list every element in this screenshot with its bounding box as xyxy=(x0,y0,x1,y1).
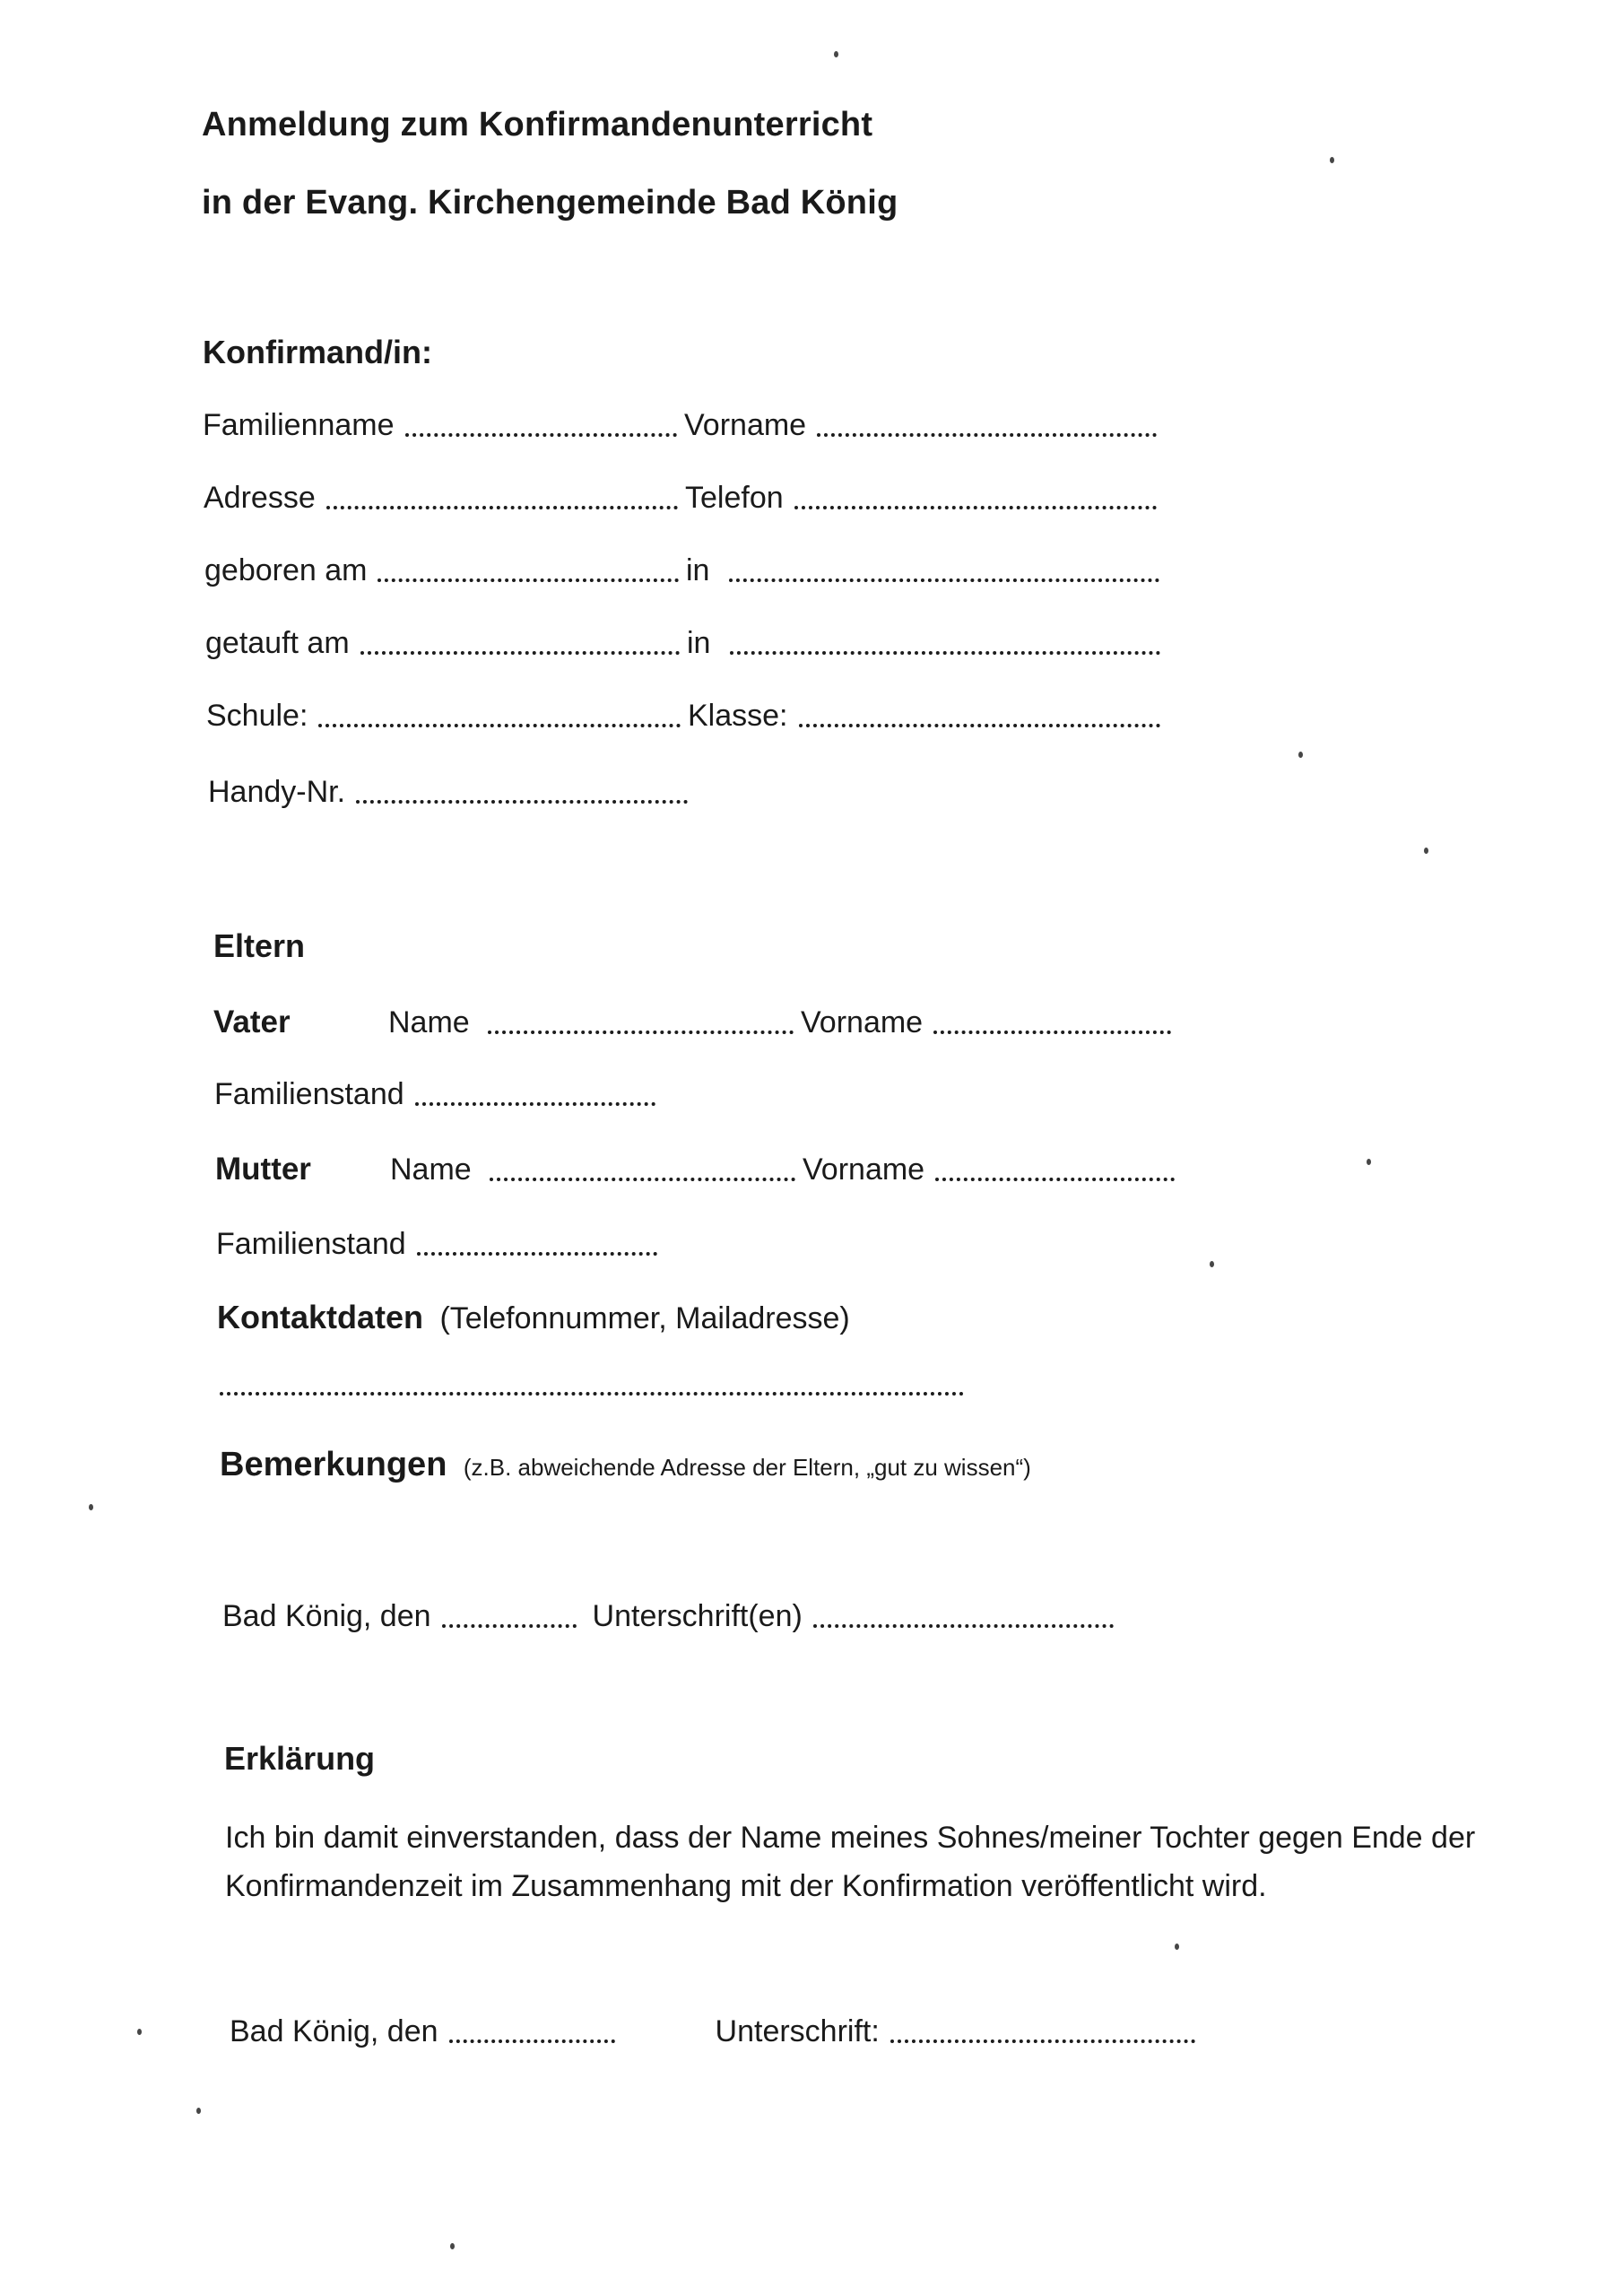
kontaktdaten-note: (Telefonnummer, Mailadresse) xyxy=(439,1301,850,1335)
mutter-label: Mutter xyxy=(215,1152,311,1187)
getauft-in-label: in xyxy=(687,626,711,660)
vater-name-fill-line xyxy=(488,1031,794,1034)
sig2-date-fill-line xyxy=(449,2039,615,2043)
section-heading-kontaktdaten xyxy=(217,1299,850,1336)
row-geboren xyxy=(204,553,1159,588)
row-schule-klasse xyxy=(206,699,1160,734)
section-heading-eltern: Eltern xyxy=(213,927,306,964)
bemerkungen-label: Bemerkungen xyxy=(220,1446,447,1483)
row-mutter xyxy=(215,1152,1175,1187)
mutter-name-fill-line xyxy=(490,1178,795,1181)
vater-vorname-label: Vorname xyxy=(801,1005,924,1040)
adresse-label: Adresse xyxy=(204,481,316,515)
klasse-fill-line xyxy=(799,724,1161,727)
row-adresse-telefon xyxy=(204,481,1157,516)
vater-name-label: Name xyxy=(388,1005,470,1040)
section-heading-erklaerung: Erklärung xyxy=(224,1740,376,1777)
sig1-date-fill-line xyxy=(442,1624,577,1628)
erklaerung-text-line2: Konfirmandenzeit im Zusammenhang mit der Konfirmation veröffentlicht wird. xyxy=(225,1869,1267,1903)
vater-label: Vater xyxy=(213,1004,291,1039)
form-title-line2: in der Evang. Kirchengemeinde Bad König xyxy=(202,184,898,222)
bemerkungen-note: (z.B. abweichende Adresse der Eltern, „gut zu wissen“) xyxy=(463,1454,1031,1481)
row-signature-1 xyxy=(222,1599,1114,1634)
adresse-fill-line xyxy=(326,506,678,509)
getauft-am-fill-line xyxy=(360,651,680,655)
scan-speck xyxy=(1424,848,1428,854)
familienstand-vater-label: Familienstand xyxy=(214,1077,404,1111)
getauft-am-label: getauft am xyxy=(205,626,350,660)
telefon-fill-line xyxy=(794,506,1157,509)
sig2-unterschrift-label: Unterschrift: xyxy=(715,2014,880,2048)
vorname-fill-line xyxy=(817,433,1157,437)
familienname-label: Familienname xyxy=(203,408,395,442)
row-familienstand-mutter xyxy=(216,1227,657,1262)
mutter-name-label: Name xyxy=(390,1152,472,1187)
scan-speck xyxy=(834,51,838,57)
scan-speck xyxy=(1367,1159,1371,1165)
geboren-am-label: geboren am xyxy=(204,553,368,587)
mutter-vorname-label: Vorname xyxy=(803,1152,925,1187)
klasse-label: Klasse: xyxy=(688,699,788,733)
section-heading-bemerkungen xyxy=(220,1446,1031,1484)
getauft-in-fill-line xyxy=(730,651,1160,655)
mutter-vorname-fill-line xyxy=(935,1178,1175,1181)
row-familienstand-vater xyxy=(214,1077,655,1112)
telefon-label: Telefon xyxy=(685,481,784,515)
scan-speck xyxy=(89,1504,93,1510)
scan-speck xyxy=(196,2108,201,2114)
scan-speck xyxy=(1298,752,1303,758)
section-heading-konfirmand: Konfirmand/in: xyxy=(203,334,432,370)
sig1-place-label: Bad König, den xyxy=(222,1599,431,1633)
scan-speck xyxy=(1175,1944,1179,1950)
familienstand-mutter-fill-line xyxy=(417,1252,657,1256)
kontaktdaten-label: Kontaktdaten xyxy=(217,1299,424,1335)
erklaerung-paragraph xyxy=(225,1813,1475,1910)
sig1-unterschrift-label: Unterschrift(en) xyxy=(592,1599,803,1633)
sig2-place-label: Bad König, den xyxy=(230,2014,438,2048)
familienstand-mutter-label: Familienstand xyxy=(216,1227,406,1261)
row-handy xyxy=(208,775,688,810)
familienname-fill-line xyxy=(405,433,677,437)
handy-label: Handy-Nr. xyxy=(208,775,346,809)
schule-label: Schule: xyxy=(206,699,308,733)
row-familienname-vorname xyxy=(203,408,1157,443)
row-getauft xyxy=(205,626,1160,661)
sig1-signature-fill-line xyxy=(813,1624,1114,1628)
handy-fill-line xyxy=(356,800,688,804)
vater-vorname-fill-line xyxy=(933,1031,1171,1034)
kontaktdaten-fill-line xyxy=(220,1392,964,1396)
schule-fill-line xyxy=(318,724,681,727)
geboren-in-label: in xyxy=(686,553,710,587)
scan-speck xyxy=(137,2029,142,2035)
geboren-am-fill-line xyxy=(378,578,679,582)
form-title-line1: Anmeldung zum Konfirmandenunterricht xyxy=(202,106,873,144)
familienstand-vater-fill-line xyxy=(415,1102,655,1106)
vorname-label: Vorname xyxy=(684,408,807,442)
scan-speck xyxy=(1330,157,1334,163)
geboren-in-fill-line xyxy=(729,578,1159,582)
row-signature-2 xyxy=(230,2014,1195,2049)
scan-speck xyxy=(1210,1261,1214,1267)
sig2-signature-fill-line xyxy=(890,2039,1195,2043)
row-vater xyxy=(213,1004,1171,1040)
erklaerung-text-line1: Ich bin damit einverstanden, dass der Name meines Sohnes/meiner Tochter gegen Ende der xyxy=(225,1821,1476,1855)
scan-speck xyxy=(450,2243,455,2249)
